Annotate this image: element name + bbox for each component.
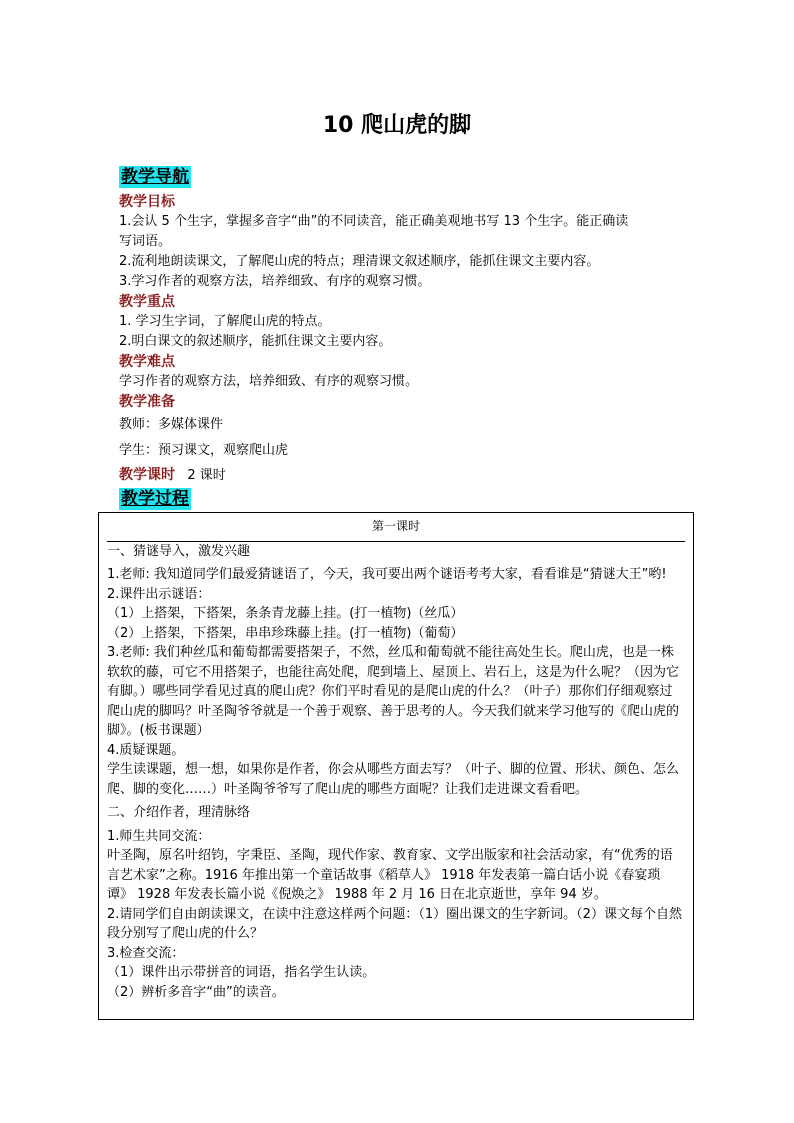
lesson-time-heading: 教学课时 — [119, 467, 175, 483]
difficulties-heading: 教学难点 — [119, 354, 175, 370]
key-points-heading: 教学重点 — [119, 294, 175, 310]
document-title: 10 爬山虎的脚 — [322, 113, 472, 138]
lesson-paragraph: （1）课件出示带拼音的词语，指名学生认读。 — [107, 965, 376, 980]
goal-item: 2.流利地朗读课文，了解爬山虎的特点；理清课文叙述顺序，能抓住课文主要内容。 — [119, 254, 600, 269]
lesson-paragraph: 叶圣陶，原名叶绍钧，字秉臣、圣陶，现代作家、教育家、文学出版家和社会活动家，有“优秀的语言艺术家”之称。1916 年推出第一个童话故事《稻草人》 1918 年发表第一篇白话小说《春宴琐谭》 1928 年发表长篇小说《倪焕之》 1988 年 2 月 16 日在北京逝世，享年 94 岁。 — [107, 848, 673, 902]
lesson-paragraph: （1）上搭架，下搭架，条条青龙藤上挂。(打一植物)（丝瓜） — [107, 606, 464, 621]
lesson-paragraph: 3.检查交流： — [107, 945, 185, 961]
lesson-paragraph: 学生读课题，想一想，如果你是作者，你会从哪些方面去写？（叶子、脚的位置、形状、颜色、怎么爬、脚的变化……）叶圣陶爷爷写了爬山虎的哪些方面呢？让我们走进课文看看吧。 — [107, 762, 680, 797]
lesson-paragraph: 二、介绍作者，理清脉络 — [107, 805, 251, 820]
lesson-time-row — [119, 465, 639, 486]
preparation-teacher: 教师：多媒体课件 — [119, 417, 224, 432]
teaching-overview — [119, 192, 639, 486]
key-point-item: 1. 学习生字词，了解爬山虎的特点。 — [119, 314, 331, 329]
goals-heading: 教学目标 — [119, 194, 175, 210]
lesson-paragraph: （2）辨析多音字“曲”的读音。 — [107, 984, 285, 1000]
teaching-process-heading: 教学过程 — [121, 489, 189, 509]
lesson-paragraph: 1.师生共同交流： — [107, 828, 211, 844]
lesson-table — [98, 512, 694, 1020]
lesson-paragraph: 2.请同学们自由朗读课文，在读中注意这样两个问题：（1）圈出课文的生字新词。（2）课文每个自然段分别写了爬山虎的什么？ — [107, 906, 682, 941]
preparation-student: 学生：预习课文，观察爬山虎 — [119, 443, 289, 458]
lesson-paragraph: 2.课件出示谜语： — [107, 586, 211, 602]
lesson-paragraph: （2）上搭架，下搭架，串串珍珠藤上挂。(打一植物)（葡萄） — [107, 625, 464, 641]
lesson-title: 第一课时 — [107, 517, 685, 542]
key-point-item: 2.明白课文的叙述顺序，能抓住课文主要内容。 — [119, 334, 392, 349]
lesson-time-value: 2 课时 — [187, 468, 226, 483]
teaching-navigation-heading: 教学导航 — [121, 167, 189, 187]
lesson-paragraph: 一、猜谜导入，激发兴趣 — [107, 543, 251, 559]
goal-item: 1.会认 5 个生字，掌握多音字“曲”的不同读音，能正确美观地书写 13 个生字。能正确读写词语。 — [119, 214, 629, 249]
lesson-paragraph: 1.老师: 我知道同学们最爱猜谜语了，今天，我可要出两个谜语考考大家，看看谁是“猜谜大王”哟! — [107, 567, 667, 582]
goal-item: 3.学习作者的观察方法，培养细致、有序的观察习惯。 — [119, 274, 431, 289]
lesson-paragraph: 3.老师: 我们种丝瓜和葡萄都需要搭架子，不然，丝瓜和葡萄就不能往高处生长。爬山虎，也是一株软软的藤，可它不用搭架子，也能往高处爬，爬到墙上、屋顶上、岩石上，这是为什么呢？（因为它有脚。）哪些同学看见过真的爬山虎？你们平时看见的是爬山虎的什么？（叶子）那你们仔细观察过爬山虎的脚吗？叶圣陶爷爷就是一个善于观察、善于思考的人。今天我们就来学习他写的《爬山虎的脚》。(板书课题） — [107, 645, 680, 738]
preparation-heading: 教学准备 — [119, 394, 175, 410]
lesson-paragraph: 4.质疑课题。 — [107, 742, 185, 758]
difficulties-text: 学习作者的观察方法，培养细致、有序的观察习惯。 — [119, 374, 419, 389]
